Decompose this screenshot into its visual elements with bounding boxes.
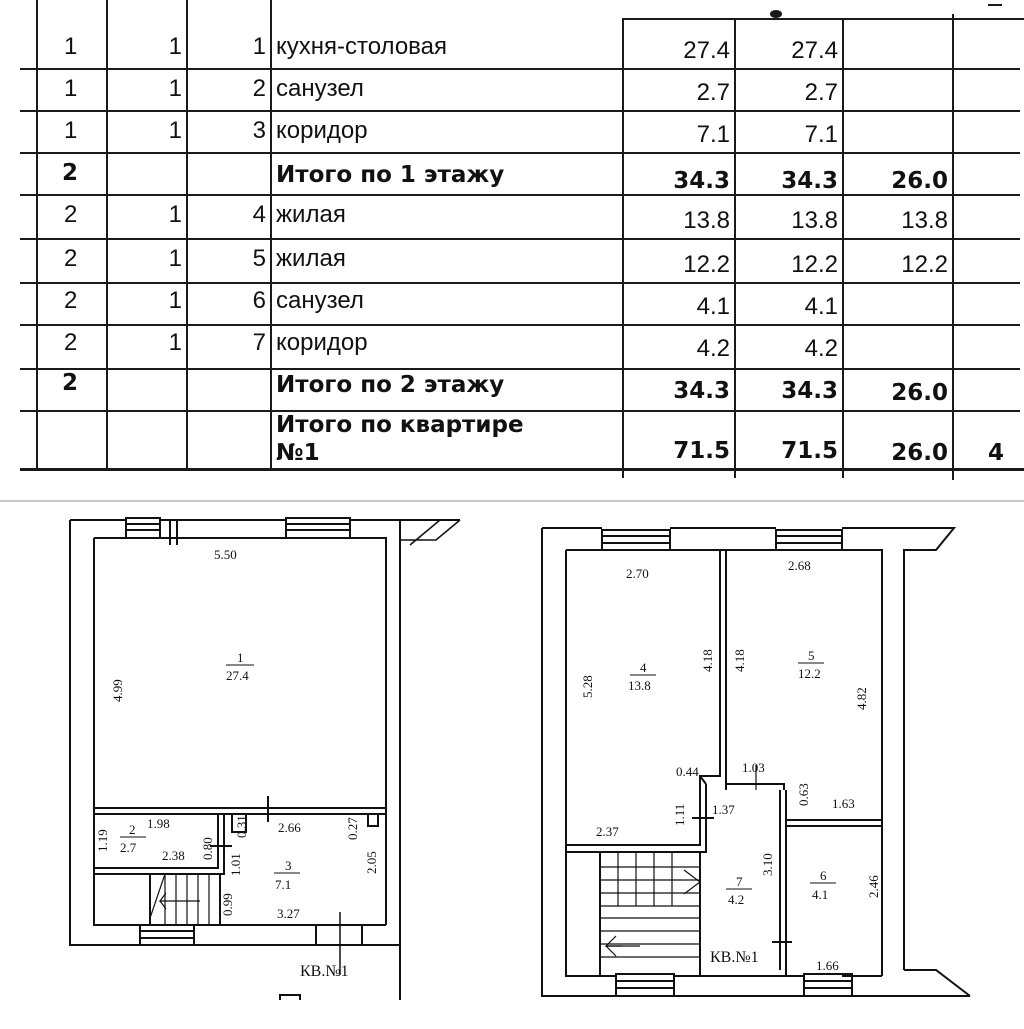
cell-area-a: 34.3 — [673, 168, 730, 194]
cell-area-b: 7.1 — [804, 121, 838, 148]
partition — [94, 808, 386, 814]
cell-area-a: 4.1 — [696, 293, 730, 320]
dim-label: 2.46 — [866, 875, 881, 898]
cell-area-b: 27.4 — [791, 37, 838, 64]
cell-area-a: 27.4 — [683, 37, 730, 64]
cell-name: кухня-столовая — [276, 33, 447, 60]
table-hline — [988, 4, 1002, 6]
dim-label: 2.70 — [626, 566, 649, 581]
cell-area-b: 13.8 — [791, 207, 838, 234]
dim-label: 1.01 — [228, 853, 243, 876]
wall — [674, 976, 804, 996]
table-row — [0, 118, 1024, 148]
cell-name: Итого по 2 этажу — [276, 372, 505, 398]
cell-col2: 1 — [168, 75, 182, 102]
table-row-total — [0, 160, 1024, 194]
table-row — [0, 330, 1024, 360]
room-number: 3 — [285, 858, 292, 873]
cell-name-line1: Итого по квартире — [276, 412, 524, 438]
dim-label: 1.03 — [742, 760, 765, 775]
dim-label: 4.18 — [700, 649, 715, 672]
cell-col2: 1 — [168, 117, 182, 144]
table-row — [0, 202, 1024, 232]
room-area: 4.2 — [728, 892, 745, 907]
room-number: 7 — [736, 874, 743, 889]
cell-name-line2: №1 — [276, 440, 320, 466]
cell-name: санузел — [276, 287, 364, 314]
dim-label: 5.28 — [580, 675, 595, 698]
room-area: 7.1 — [275, 877, 292, 892]
cell-area-a: 12.2 — [683, 251, 730, 278]
cell-area-a: 13.8 — [683, 207, 730, 234]
window — [804, 974, 852, 996]
apartment-label: КВ.№1 — [710, 949, 759, 966]
room-number: 2 — [129, 822, 136, 837]
table-hline — [770, 10, 782, 18]
cell-floor: 2 — [64, 287, 78, 314]
window — [776, 530, 842, 550]
dim-label: 1.19 — [95, 829, 110, 852]
cell-num: 4 — [252, 201, 266, 228]
cell-num: 5 — [252, 245, 266, 272]
dim-label: 3.10 — [760, 853, 775, 876]
cell-area-c: 26.0 — [891, 380, 948, 406]
plan-floor-1 — [70, 518, 460, 1000]
dim-label: 2.37 — [596, 824, 619, 839]
table-hline — [20, 152, 1020, 154]
cell-area-c: 26.0 — [891, 440, 948, 466]
cell-col2: 1 — [168, 201, 182, 228]
cell-area-a: 2.7 — [696, 79, 730, 106]
dim-label: 1.37 — [712, 802, 735, 817]
dim-label: 0.80 — [200, 837, 215, 860]
table-hline — [20, 238, 1020, 240]
cell-area-a: 71.5 — [673, 438, 730, 464]
room-area: 27.4 — [226, 668, 249, 683]
wall — [350, 520, 400, 940]
dim-label: 4.82 — [854, 687, 869, 710]
dim-label: 4.99 — [110, 679, 125, 702]
door-opening — [316, 925, 362, 945]
cell-col2: 1 — [168, 245, 182, 272]
cell-area-b: 12.2 — [791, 251, 838, 278]
wall — [542, 528, 616, 996]
cell-name: жилая — [276, 245, 346, 272]
wall — [194, 925, 316, 945]
dim-label: 1.11 — [672, 803, 687, 826]
room-area: 2.7 — [120, 840, 137, 855]
room-area: 4.1 — [812, 887, 829, 902]
room-number: 6 — [820, 868, 827, 883]
cell-name: коридор — [276, 329, 368, 356]
dim-label: 2.68 — [788, 558, 811, 573]
cell-name: жилая — [276, 201, 346, 228]
apartment-label: КВ.№1 — [300, 963, 349, 980]
cell-area-a: 4.2 — [696, 335, 730, 362]
cell-area-b: 71.5 — [781, 438, 838, 464]
window — [616, 974, 674, 996]
cell-floor: 2 — [62, 160, 79, 186]
wall — [542, 528, 602, 550]
dim-label: 0.99 — [220, 893, 235, 916]
window — [140, 925, 194, 945]
cell-area-a: 7.1 — [696, 121, 730, 148]
wall — [842, 528, 954, 976]
plan-floor-2-labels — [580, 558, 881, 973]
plan-floor-1-labels — [95, 547, 379, 980]
dim-label: 0.63 — [796, 783, 811, 806]
area-table — [0, 0, 1024, 480]
cell-name: Итого по 1 этажу — [276, 162, 505, 188]
table-hline — [20, 194, 1020, 196]
dim-label: 1.98 — [147, 816, 170, 831]
cell-area-a: 34.3 — [673, 378, 730, 404]
table-hline — [20, 68, 1020, 70]
table-row-apartment-total — [0, 412, 1024, 468]
cell-col2: 1 — [168, 329, 182, 356]
cell-floor: 2 — [62, 370, 79, 396]
table-row — [0, 246, 1024, 276]
floor-plans-svg — [0, 500, 1024, 1024]
table-hline — [20, 282, 1020, 284]
cell-name: коридор — [276, 117, 368, 144]
room-number: 1 — [237, 650, 244, 665]
dim-label: 4.18 — [732, 649, 747, 672]
room-area: 12.2 — [798, 666, 821, 681]
cell-floor: 2 — [64, 201, 78, 228]
room-number: 4 — [640, 660, 647, 675]
window — [602, 530, 670, 550]
cell-area-b: 34.3 — [781, 168, 838, 194]
stair — [600, 852, 700, 957]
wall — [362, 925, 400, 945]
stair — [150, 874, 209, 925]
cell-area-b: 4.1 — [804, 293, 838, 320]
dim-label: 2.66 — [278, 820, 301, 835]
dim-label: 0.31 — [234, 815, 249, 838]
wall — [400, 520, 460, 545]
floor-plans — [0, 500, 1024, 1024]
dim-label: 5.50 — [214, 547, 237, 562]
table-hline — [20, 468, 1024, 471]
table-hline — [20, 110, 1020, 112]
room-area: 13.8 — [628, 678, 651, 693]
partition — [786, 820, 882, 826]
cell-num: 2 — [252, 75, 266, 102]
window — [126, 518, 160, 538]
cell-area-c: 13.8 — [901, 207, 948, 234]
table-row — [0, 288, 1024, 318]
table-row — [0, 34, 1024, 64]
cell-num: 6 — [252, 287, 266, 314]
wall — [140, 925, 194, 945]
room-number: 5 — [808, 648, 815, 663]
cell-cut-off: 4 — [988, 440, 1005, 466]
table-row-total — [0, 370, 1024, 404]
table-hline — [20, 324, 1020, 326]
cell-area-b: 34.3 — [781, 378, 838, 404]
cell-col2: 1 — [168, 33, 182, 60]
cell-col2: 1 — [168, 287, 182, 314]
cell-area-b: 2.7 — [804, 79, 838, 106]
wall — [280, 995, 300, 1000]
cell-name: санузел — [276, 75, 364, 102]
dim-label: 3.27 — [277, 906, 300, 921]
cell-floor: 1 — [64, 117, 78, 144]
wall — [94, 538, 140, 925]
window — [286, 518, 350, 538]
cell-num: 1 — [252, 33, 266, 60]
dim-label: 2.05 — [364, 851, 379, 874]
dim-label: 1.66 — [816, 958, 839, 973]
cell-floor: 2 — [64, 245, 78, 272]
wall — [566, 550, 616, 976]
wall — [842, 970, 970, 996]
cell-floor: 2 — [64, 329, 78, 356]
dim-label: 0.27 — [345, 817, 360, 840]
cell-area-c: 26.0 — [891, 168, 948, 194]
dim-label: 1.63 — [832, 796, 855, 811]
cell-floor: 1 — [64, 33, 78, 60]
table-hline — [622, 18, 1024, 20]
table-row — [0, 76, 1024, 106]
wall — [670, 528, 776, 550]
cell-area-c: 12.2 — [901, 251, 948, 278]
dim-label: 0.44 — [676, 764, 699, 779]
cell-floor: 1 — [64, 75, 78, 102]
wall — [70, 520, 140, 945]
dim-label: 2.38 — [162, 848, 185, 863]
cell-num: 3 — [252, 117, 266, 144]
cell-area-b: 4.2 — [804, 335, 838, 362]
partition — [368, 814, 378, 826]
cell-num: 7 — [252, 329, 266, 356]
